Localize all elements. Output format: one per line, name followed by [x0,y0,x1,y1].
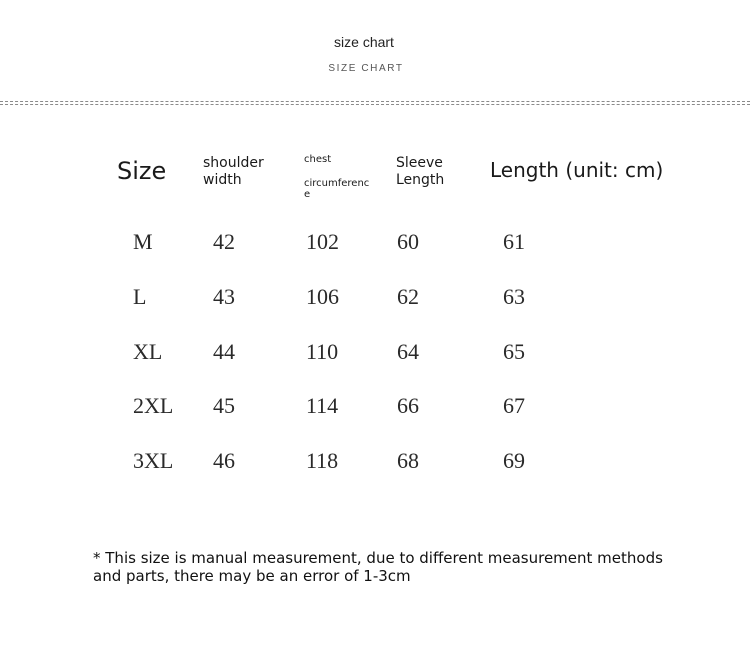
cell-chest: 110 [306,339,339,364]
cell-size: XL [133,339,163,364]
cell-sleeve: 64 [397,339,419,364]
cell-length: 69 [503,448,525,473]
cell-sleeve: 68 [397,448,419,473]
dashed-divider [0,101,750,105]
page-subtitle: SIZE CHART [328,63,404,74]
cell-sleeve: 62 [397,284,419,309]
cell-chest: 106 [306,284,339,309]
page-title: size chart [334,34,394,50]
cell-length: 61 [503,229,525,254]
cell-size: L [133,284,147,309]
measurement-note: * This size is manual measurement, due to different measurement methods and parts, there may be an error of 1-3cm [93,549,663,585]
header-length: Length (unit: cm) [490,158,664,182]
cell-chest: 102 [306,229,339,254]
header-chest: chest [304,154,332,165]
cell-shoulder: 42 [213,229,235,254]
header-shoulder-width: shoulder width [203,155,264,188]
cell-size: M [133,229,153,254]
cell-size: 2XL [133,393,174,418]
header-circumference: circumference [304,178,370,200]
cell-shoulder: 45 [213,393,235,418]
cell-length: 63 [503,284,525,309]
cell-length: 67 [503,393,525,418]
cell-sleeve: 60 [397,229,419,254]
cell-shoulder: 43 [213,284,235,309]
cell-shoulder: 44 [213,339,235,364]
cell-chest: 118 [306,448,339,473]
cell-shoulder: 46 [213,448,235,473]
cell-chest: 114 [306,393,339,418]
header-size: Size [117,157,167,185]
header-sleeve-length: Sleeve Length [396,155,445,188]
cell-sleeve: 66 [397,393,419,418]
cell-size: 3XL [133,448,174,473]
cell-length: 65 [503,339,525,364]
